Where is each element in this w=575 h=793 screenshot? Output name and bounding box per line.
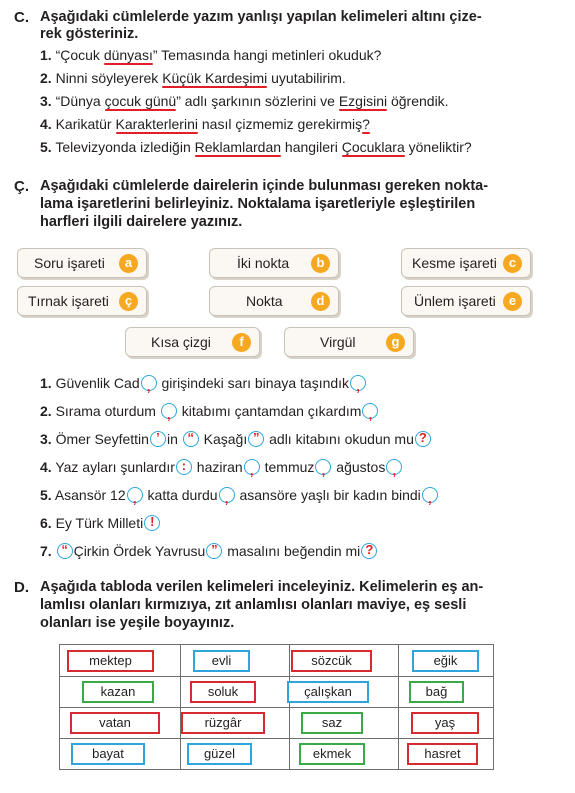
text: asansöre yaşlı bir kadın bindi — [235, 487, 421, 503]
answer-mark: ! — [150, 514, 155, 529]
answer-circle[interactable] — [127, 487, 143, 506]
c-item-5 — [40, 139, 472, 155]
text: Ey Türk Milleti — [55, 515, 144, 531]
text: Güvenlik Cad — [55, 375, 140, 391]
text: Ömer Seyfettin — [55, 431, 149, 447]
item-number: 1. — [40, 375, 52, 391]
table-divider — [60, 738, 493, 739]
cc-sentence-6 — [40, 515, 161, 531]
legend-letter-badge: a — [119, 254, 138, 273]
answer-circle[interactable] — [386, 459, 402, 478]
word-cell[interactable]: bağ — [409, 681, 464, 703]
answer-circle[interactable] — [183, 431, 199, 447]
word-cell[interactable]: eğik — [412, 650, 479, 672]
word-table — [59, 644, 494, 770]
c-item-2 — [40, 70, 346, 86]
answer-mark: , — [167, 407, 171, 422]
answer-mark: ’ — [156, 430, 160, 445]
text: haziran — [192, 459, 243, 475]
word-cell[interactable]: yaş — [411, 712, 479, 734]
answer-mark: , — [224, 491, 229, 506]
word-cell[interactable]: kazan — [82, 681, 154, 703]
legend-label: Tırnak işareti — [28, 293, 109, 309]
c-item-1 — [40, 47, 381, 63]
text: uyutabilirim. — [267, 70, 346, 86]
underlined-word: Çocuklara — [341, 139, 405, 155]
text: girişindeki sarı binaya taşındık — [157, 375, 350, 391]
answer-circle[interactable] — [350, 375, 366, 394]
legend-kesme-isareti — [401, 248, 531, 278]
answer-circle[interactable] — [248, 431, 264, 447]
table-divider — [60, 676, 493, 677]
text: kitabımı çantamdan çıkardım — [177, 403, 362, 419]
section-c-title-2: rek gösteriniz. — [40, 26, 139, 42]
answer-circle[interactable] — [57, 543, 73, 559]
word-cell[interactable]: saz — [301, 712, 363, 734]
text: ” adlı şarkının sözlerini ve — [176, 93, 339, 109]
legend-kisa-cizgi — [125, 327, 260, 357]
cc-sentence-5 — [40, 487, 439, 506]
legend-label: Kesme işareti — [412, 255, 497, 271]
c-item-4 — [40, 116, 370, 132]
legend-letter-badge: e — [503, 292, 522, 311]
word-cell[interactable]: mektep — [67, 650, 154, 672]
answer-circle[interactable] — [415, 431, 431, 447]
legend-virgul — [284, 327, 414, 357]
section-cc-title-1: Aşağıdaki cümlelerde dairelerin içinde bulunması gereken nokta- — [40, 178, 489, 194]
item-number: 2. — [40, 403, 52, 419]
item-number: 6. — [40, 515, 52, 531]
answer-mark: ? — [418, 430, 427, 445]
text: ” Temasında hangi metinleri okuduk? — [152, 47, 382, 63]
answer-circle[interactable] — [422, 487, 438, 506]
answer-mark: , — [321, 463, 326, 478]
legend-iki-nokta — [209, 248, 339, 278]
word-cell[interactable]: rüzgâr — [181, 712, 265, 734]
legend-label: Kısa çizgi — [151, 334, 211, 350]
cc-sentence-3 — [40, 431, 432, 447]
section-c-title-1: Aşağıdaki cümlelerde yazım yanlışı yapılan kelimeleri altını çize- — [40, 9, 482, 25]
section-d-title-1: Aşağıda tabloda verilen kelimeleri inceleyiniz. Kelimelerin eş an- — [40, 579, 484, 595]
underlined-word: Küçük Kardeşimi — [162, 70, 268, 86]
text: nasıl çizmemiz gerekirmiş — [197, 116, 363, 132]
text: Asansör 12 — [54, 487, 126, 503]
underlined-word: Ezgisini — [338, 93, 388, 109]
answer-mark: , — [146, 379, 151, 394]
legend-label: Virgül — [320, 334, 356, 350]
legend-tirnak-isareti — [17, 286, 147, 316]
answer-circle[interactable] — [206, 543, 222, 559]
answer-mark: , — [392, 463, 397, 478]
answer-mark: “ — [61, 542, 68, 557]
underlined-word: Reklamlardan — [194, 139, 282, 155]
word-cell[interactable]: evli — [193, 650, 250, 672]
cc-sentence-2 — [40, 403, 379, 422]
text: Kaşağı — [199, 431, 248, 447]
text: Ninni söyleyerek — [55, 70, 163, 86]
legend-letter-badge: f — [232, 333, 251, 352]
text: adlı kitabını okudun mu — [265, 431, 414, 447]
word-cell[interactable]: çalışkan — [287, 681, 369, 703]
underlined-word: çocuk günü — [104, 93, 177, 109]
item-number: 5. — [40, 487, 52, 503]
c-item-3 — [40, 93, 449, 109]
answer-mark: “ — [187, 430, 194, 445]
answer-circle[interactable] — [361, 543, 377, 559]
text: Yaz ayları şunlardır — [55, 459, 175, 475]
legend-label: İki nokta — [237, 255, 290, 271]
word-cell[interactable]: güzel — [187, 743, 252, 765]
word-cell[interactable]: sözcük — [291, 650, 372, 672]
word-cell[interactable]: hasret — [407, 743, 478, 765]
item-number: 3. — [40, 93, 52, 109]
item-number: 3. — [40, 431, 52, 447]
underlined-mark: ? — [362, 116, 370, 132]
answer-mark: , — [368, 407, 373, 422]
underlined-word: dünyası — [103, 47, 153, 63]
underlined-word: Karakterlerini — [115, 116, 198, 132]
text: Çirkin Ördek Yavrusu — [73, 543, 206, 559]
legend-label: Ünlem işareti — [414, 293, 496, 309]
item-number: 1. — [40, 47, 52, 63]
legend-soru-isareti — [17, 248, 147, 278]
text: temmuz — [260, 459, 315, 475]
section-d-title-3: olanları ise yeşile boyayınız. — [40, 615, 235, 631]
text: in — [166, 431, 182, 447]
section-cc-title-2: lama işaretlerini belirleyiniz. Noktalama işaretleriyle eşleştirilen — [40, 196, 476, 212]
answer-circle[interactable] — [150, 431, 166, 447]
word-cell[interactable]: soluk — [190, 681, 256, 703]
answer-circle[interactable] — [315, 459, 331, 478]
section-d-letter: D. — [14, 579, 29, 596]
legend-label: Soru işareti — [34, 255, 105, 271]
legend-letter-badge: b — [311, 254, 330, 273]
text: katta durdu — [143, 487, 218, 503]
answer-circle[interactable] — [362, 403, 378, 422]
legend-label: Nokta — [246, 293, 283, 309]
text: Sırama oturdum — [55, 403, 160, 419]
section-d-title-2: lamlısı olanları kırmızıya, zıt anlamlısı olanları maviye, eş sesli — [40, 597, 467, 613]
legend-letter-badge: d — [311, 292, 330, 311]
legend-nokta — [209, 286, 339, 316]
text: yöneliktir? — [404, 139, 472, 155]
item-number: 4. — [40, 459, 52, 475]
legend-letter-badge: c — [503, 254, 522, 273]
answer-mark: ? — [365, 542, 374, 557]
text: Televizyonda izlediğin — [55, 139, 195, 155]
text: masalını beğendin mi — [223, 543, 361, 559]
legend-unlem-isareti — [401, 286, 531, 316]
section-cc-letter: Ç. — [14, 178, 29, 195]
word-cell[interactable]: bayat — [71, 743, 145, 765]
word-cell[interactable]: vatan — [70, 712, 160, 734]
answer-circle[interactable] — [219, 487, 235, 506]
answer-circle[interactable] — [161, 403, 177, 422]
answer-mark: , — [249, 463, 254, 478]
item-number: 5. — [40, 139, 52, 155]
table-divider — [60, 707, 493, 708]
answer-mark: , — [427, 491, 432, 506]
answer-circle[interactable] — [141, 375, 157, 394]
cc-sentence-7 — [40, 543, 378, 559]
text: Karikatür — [55, 116, 116, 132]
answer-mark: , — [356, 379, 360, 394]
answer-circle[interactable] — [144, 515, 160, 531]
answer-circle[interactable] — [244, 459, 260, 478]
text: hangileri — [281, 139, 342, 155]
answer-circle[interactable] — [176, 459, 192, 475]
legend-letter-badge: ç — [119, 292, 138, 311]
text: öğrendik. — [387, 93, 449, 109]
text: “Dünya — [55, 93, 105, 109]
word-cell[interactable]: ekmek — [299, 743, 365, 765]
legend-letter-badge: g — [386, 333, 405, 352]
section-cc-title-3: harfleri ilgili dairelere yazınız. — [40, 214, 243, 230]
cc-sentence-4 — [40, 458, 403, 478]
section-c-letter: C. — [14, 9, 29, 26]
item-number: 4. — [40, 116, 52, 132]
answer-mark: : — [181, 458, 187, 473]
item-number: 7. — [40, 543, 52, 559]
item-number: 2. — [40, 70, 52, 86]
cc-sentence-1 — [40, 375, 367, 394]
answer-mark: , — [132, 491, 137, 506]
answer-mark: ” — [211, 542, 218, 557]
text: “Çocuk — [55, 47, 104, 63]
text: ağustos — [332, 459, 386, 475]
answer-mark: ” — [252, 430, 260, 445]
